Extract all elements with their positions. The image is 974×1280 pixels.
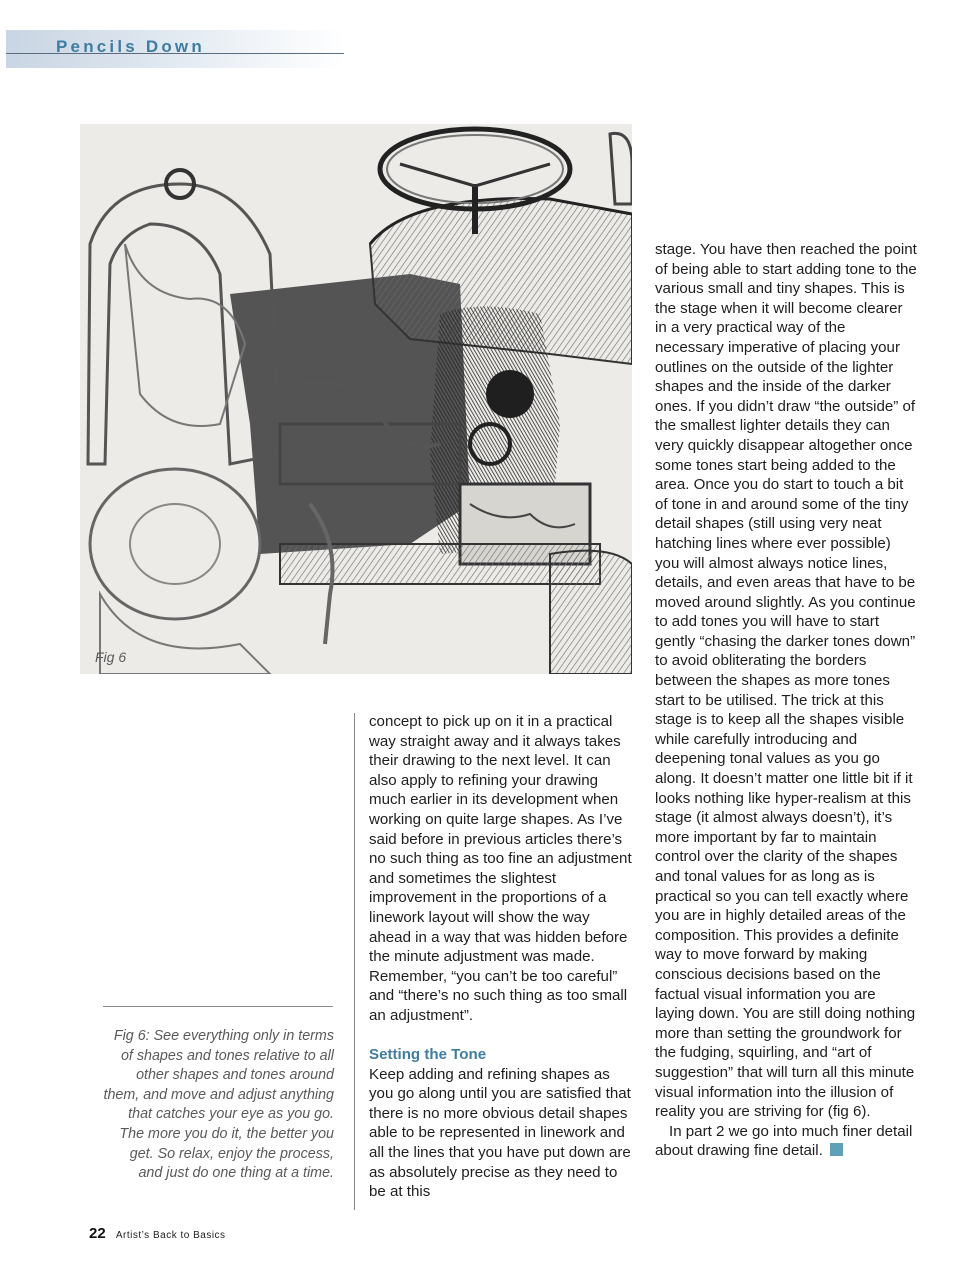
section-subheading: Setting the Tone xyxy=(369,1046,487,1064)
tractor-drawing-figure xyxy=(80,124,632,674)
body-paragraph: Keep adding and refining shapes as you go along until you are satisfied that there is no more obvious detail shapes able to be represented in linework and all the lines that you have put down are as absolutely precise as they need to be at this xyxy=(369,1065,631,1201)
figure-caption-text: Fig 6: See everything only in terms of shapes and tones relative to all other shapes and tones around them, and move and adjust anything that catches your eye as you go. The more you do it, the better you get. So relax, enjoy the process, and just do one thing at a time. xyxy=(103,1028,334,1182)
article-column-right xyxy=(655,240,917,1161)
section-title: Pencils Down xyxy=(56,37,205,56)
figure-label: Fig 6 xyxy=(95,649,127,665)
publication-name: Artist’s Back to Basics xyxy=(115,1230,226,1241)
tractor-sketch-image xyxy=(80,124,632,674)
page-footer xyxy=(89,1225,226,1242)
caption-divider xyxy=(103,1006,333,1007)
figure-caption xyxy=(102,1027,334,1184)
page-number: 22 xyxy=(89,1225,106,1242)
article-column-middle xyxy=(369,712,635,1202)
body-paragraph: stage. You have then reached the point of being able to start adding tone to the various small and tiny shapes. This is the stage when it will become clearer in a very practical way of the necessary imperative of placing your outlines on the outside of the lighter shapes and the inside of the darker ones. If you didn’t draw “the outside” of the smallest lighter details they can very quickly disappear altogether once some tones start being added to the area. Once you do start to touch a bit of tone in and around some of the tiny detail shapes (still using very neat hatching lines where ever possible) you will almost always notice lines, details, and even areas that have to be moved around slightly. As you continue to add tones you will have to start gently “chasing the darker tones down” to avoid obliterating the borders between the shapes as more tones start to be utilised. The trick at this stage is to keep all the shapes visible while carefully introducing and deepening tonal values as you go along. It doesn’t matter one little bit if it looks nothing like hyper-realism at this stage (it almost always doesn’t), it’s more important by far to maintain control over the clarity of the shapes and tonal values for as long as is practical so you can tell exactly where you are in highly detailed areas of the composition. This provides a definite way to move forward by making conscious decisions based on the factual visual information you are laying down. You are still doing nothing more than setting the groundwork for the fudging, squirling, and “art of suggestion” that will turn all this minute visual information into the illusion of reality you are striving for (fig 6). xyxy=(655,241,917,1121)
body-paragraph: concept to pick up on it in a practical way straight away and it always takes their drawing to the next level. It can also apply to refining your drawing much earlier in its development when working on quite large shapes. As I’ve said before in previous articles there’s no such thing as too fine an adjustment and sometimes the slightest improvement in the proportions of a linework layout will show the way ahead in a way that was hidden before the minute adjustment was made. Remember, “you can’t be too careful” and “there’s no such thing as too small an adjustment”. xyxy=(369,713,632,1024)
column-divider xyxy=(354,713,355,1210)
closing-text: In part 2 we go into much finer detail about drawing fine detail. xyxy=(655,1122,913,1160)
closing-paragraph xyxy=(655,1122,917,1161)
end-of-article-mark xyxy=(830,1143,843,1156)
